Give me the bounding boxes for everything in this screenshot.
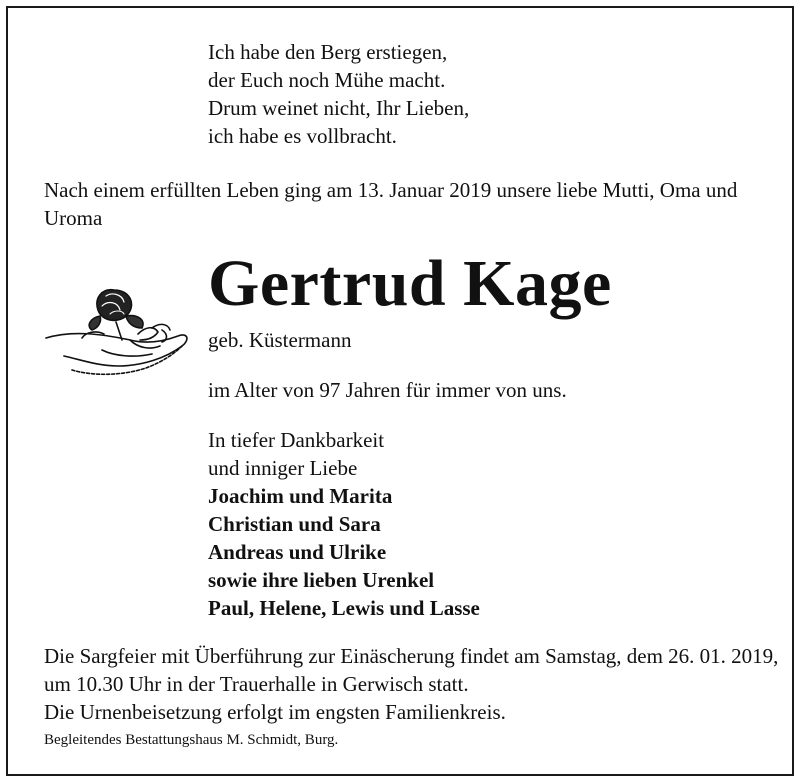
service-line: Die Sargfeier mit Überführung zur Einäscherung findet am Samstag, dem 26. 01. 2019, um 10.30 Uhr in der Trauerhalle in Gerwisch statt. [44,644,779,696]
deceased-name: Gertrud Kage [208,247,612,320]
intro-text: Nach einem erfüllten Leben ging am 13. Januar 2019 unsere liebe Mutti, Oma und Uroma [44,178,738,230]
poem-line: Drum weinet nicht, Ihr Lieben, [208,96,470,120]
mourner-name: Joachim und Marita [208,484,393,508]
poem-line: ich habe es vollbracht. [208,124,397,148]
funeral-home: Begleitendes Bestattungshaus M. Schmidt, Burg. [44,732,339,748]
birth-name: geb. Küstermann [208,328,352,352]
mourners-block [208,426,480,622]
poem-line: der Euch noch Mühe macht. [208,68,446,92]
mourner-name: Andreas und Ulrike [208,540,387,564]
poem [208,38,469,150]
poem-line: Ich habe den Berg erstiegen, [208,40,448,64]
age-line: im Alter von 97 Jahren für immer von uns. [208,378,567,402]
service-info [44,642,794,726]
rose-in-hands-icon [42,280,192,380]
mourner-name: sowie ihre lieben Urenkel [208,568,435,592]
service-line: Die Urnenbeisetzung erfolgt im engsten Familienkreis. [44,700,506,724]
obituary-frame [6,6,794,776]
mourner-name: Paul, Helene, Lewis und Lasse [208,596,480,620]
gratitude-line: In tiefer Dankbarkeit [208,428,385,452]
mourner-name: Christian und Sara [208,512,381,536]
gratitude-line: und inniger Liebe [208,456,358,480]
